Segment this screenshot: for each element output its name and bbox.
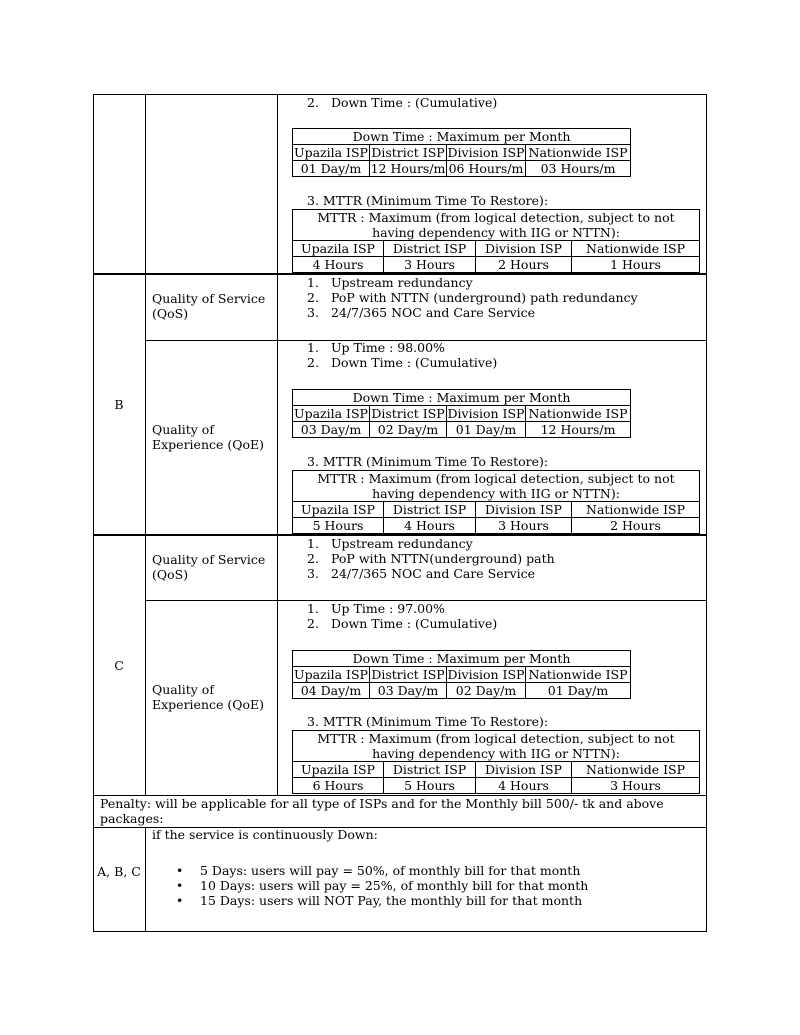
qoe-list — [307, 601, 497, 631]
table-cell: 5 Hours — [293, 518, 384, 534]
mttr-table-title: MTTR : Maximum (from logical detection, subject to not having dependency with IIG or NTTN): — [293, 471, 700, 502]
table-header: Upazila ISP — [294, 145, 368, 160]
table-cell: 03 Day/m — [370, 683, 447, 699]
list-item: 1. Upstream redundancy — [307, 536, 473, 551]
table-cell: 3 Hours — [476, 518, 572, 534]
downtime-table — [292, 389, 631, 438]
table-cell: 3 Hours — [572, 778, 700, 794]
table-header: Nationwide ISP — [572, 241, 700, 257]
list-item: 1. Up Time : 97.00% — [307, 601, 445, 616]
list-item: 2. Down Time : (Cumulative) — [307, 616, 498, 631]
list-item: • 10 Days: users will pay = 25%, of monthly bill for that month — [176, 878, 589, 893]
table-header: Nationwide ISP — [572, 502, 700, 518]
tier-label-c: C — [114, 658, 124, 673]
downtime-table — [292, 128, 631, 177]
mttr-label: 3. MTTR (Minimum Time To Restore): — [307, 193, 549, 208]
table-header: District ISP — [371, 145, 445, 160]
list-item: 2. Down Time : (Cumulative) — [307, 355, 498, 370]
bullet-icon: • — [176, 878, 184, 893]
col-divider-tier — [145, 94, 146, 795]
table-cell: 1 Hours — [572, 257, 700, 273]
mttr-table — [292, 470, 700, 534]
table-cell: 03 Day/m — [293, 422, 370, 438]
table-header: Division ISP — [447, 667, 525, 682]
table-cell: 03 Hours/m — [526, 161, 631, 177]
downtime-table — [292, 650, 631, 699]
mttr-table — [292, 209, 700, 273]
bullet-icon: • — [176, 893, 184, 908]
col-divider-category — [277, 94, 278, 795]
table-header: Nationwide ISP — [526, 406, 631, 422]
table-header: District ISP — [384, 502, 476, 518]
table-cell: 12 Hours/m — [370, 161, 446, 176]
qoe-label: Quality of Experience (QoE) — [152, 682, 265, 712]
downtime-table-title: Down Time : Maximum per Month — [293, 129, 631, 145]
col-divider-penalty — [145, 827, 146, 932]
table-right-border — [706, 94, 707, 932]
penalty-intro: if the service is continuously Down: — [152, 827, 378, 842]
table-header: Division ISP — [476, 762, 572, 778]
table-header: Division ISP — [447, 145, 525, 160]
top-qoe-list — [307, 95, 497, 110]
downtime-table-title: Down Time : Maximum per Month — [293, 390, 631, 406]
qos-list — [307, 536, 555, 581]
qos-label: Quality of Service (QoS) — [152, 552, 266, 582]
table-header: District ISP — [371, 667, 445, 682]
table-cell: 5 Hours — [384, 778, 476, 794]
tier-label-b: B — [114, 397, 124, 412]
mttr-label: 3. MTTR (Minimum Time To Restore): — [307, 714, 549, 729]
downtime-table-title: Down Time : Maximum per Month — [293, 651, 631, 667]
table-header: Division ISP — [476, 502, 572, 518]
qoe-label: Quality of Experience (QoE) — [152, 422, 265, 452]
list-item: 2. Down Time : (Cumulative) — [307, 95, 498, 110]
table-cell: 01 Day/m — [526, 683, 631, 699]
list-item: • 5 Days: users will pay = 50%, of monthly bill for that month — [176, 863, 581, 878]
table-cell: 2 Hours — [476, 257, 572, 273]
penalty-list — [172, 863, 588, 908]
list-item: 2. PoP with NTTN (underground) path redundancy — [307, 290, 638, 305]
table-cell: 12 Hours/m — [526, 422, 631, 438]
table-cell: 4 Hours — [476, 778, 572, 794]
table-header: Upazila ISP — [293, 241, 384, 257]
bullet-icon: • — [176, 863, 184, 878]
mttr-table — [292, 730, 700, 794]
table-header: District ISP — [371, 406, 445, 421]
table-header: District ISP — [384, 241, 476, 257]
table-cell: 04 Day/m — [293, 683, 370, 699]
list-item: 1. Upstream redundancy — [307, 275, 473, 290]
table-header: Nationwide ISP — [526, 667, 631, 683]
table-header: Division ISP — [476, 241, 572, 257]
table-left-border — [93, 94, 94, 932]
table-cell: 01 Day/m — [293, 161, 370, 177]
table-header: Upazila ISP — [294, 406, 368, 421]
mttr-label: 3. MTTR (Minimum Time To Restore): — [307, 454, 549, 469]
table-header: Nationwide ISP — [572, 762, 700, 778]
penalty-tier-label: A, B, C — [97, 864, 141, 879]
list-item: 3. 24/7/365 NOC and Care Service — [307, 566, 536, 581]
mttr-table-title: MTTR : Maximum (from logical detection, subject to not having dependency with IIG or NTTN): — [293, 210, 700, 241]
list-item: 2. PoP with NTTN(underground) path — [307, 551, 555, 566]
list-item: 1. Up Time : 98.00% — [307, 340, 445, 355]
list-item: 3. 24/7/365 NOC and Care Service — [307, 305, 536, 320]
table-header: Division ISP — [447, 406, 525, 421]
table-cell: 2 Hours — [572, 518, 700, 534]
mttr-table-title: MTTR : Maximum (from logical detection, subject to not having dependency with IIG or NTTN): — [293, 731, 700, 762]
table-header: Upazila ISP — [293, 762, 384, 778]
table-header: Nationwide ISP — [526, 145, 631, 161]
qos-list — [307, 275, 638, 320]
table-cell: 4 Hours — [293, 257, 384, 273]
table-cell: 3 Hours — [384, 257, 476, 273]
table-header: Upazila ISP — [293, 502, 384, 518]
table-cell: 02 Day/m — [370, 422, 447, 438]
table-cell: 06 Hours/m — [447, 161, 526, 177]
table-header: Upazila ISP — [294, 667, 368, 682]
table-header: District ISP — [384, 762, 476, 778]
table-bottom-border — [93, 931, 707, 932]
penalty-statement: Penalty: will be applicable for all type of ISPs and for the Monthly bill 500/- tk and above packages: — [100, 796, 664, 826]
table-cell: 01 Day/m — [447, 422, 526, 438]
qos-label: Quality of Service (QoS) — [152, 291, 266, 321]
table-cell: 6 Hours — [293, 778, 384, 794]
table-cell: 02 Day/m — [447, 683, 526, 699]
qoe-list — [307, 340, 497, 370]
table-cell: 4 Hours — [384, 518, 476, 534]
list-item: • 15 Days: users will NOT Pay, the monthly bill for that month — [176, 893, 583, 908]
